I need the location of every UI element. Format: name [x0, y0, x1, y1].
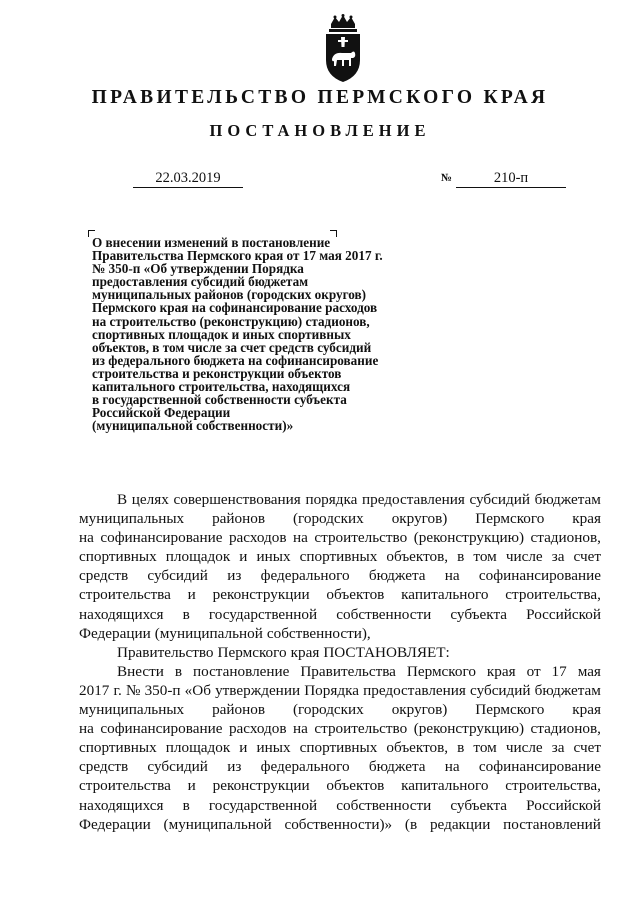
- body-word: Пермского: [217, 643, 287, 661]
- body-word: бюджетам: [534, 681, 601, 699]
- body-word: строительства: [79, 586, 171, 604]
- body-word: федерального: [260, 758, 350, 776]
- body-word: собственности: [336, 605, 432, 623]
- body-word: собственности: [336, 796, 432, 814]
- body-line: [79, 700, 601, 719]
- body-word: объектов: [326, 586, 385, 604]
- body-word: Правительства: [300, 662, 396, 680]
- body-word: том: [473, 548, 497, 566]
- body-word: округов): [391, 510, 448, 528]
- body-word: собственности)»: [284, 815, 393, 833]
- subject-line: строительства и реконструкции объектов: [92, 365, 342, 381]
- body-line: [79, 662, 601, 681]
- body-word: средств: [79, 567, 129, 585]
- body-line: [79, 719, 601, 738]
- body-word: расходов: [228, 720, 287, 738]
- body-word: счет: [573, 548, 601, 566]
- body-word: на: [293, 529, 308, 547]
- body-word: объектов,: [386, 548, 449, 566]
- body-word: (муниципальной: [154, 624, 263, 642]
- body-word: объектов: [326, 777, 385, 795]
- subject-line: в государственной собственности субъекта: [92, 392, 347, 408]
- body-line: [79, 566, 601, 585]
- body-line: [79, 605, 601, 624]
- subject-line: О внесении изменений в постановление: [92, 235, 331, 250]
- subject-line: капитального строительства, находящихся: [92, 379, 351, 395]
- body-word: от: [526, 662, 541, 680]
- body-word: числе: [505, 739, 543, 757]
- body-word: районов: [212, 510, 266, 528]
- subject-line: на строительство (реконструкцию) стадионов,: [92, 313, 370, 329]
- body-word: субсидий: [470, 681, 531, 699]
- body-word: счет: [573, 739, 601, 757]
- body-word: бюджета: [368, 758, 426, 776]
- body-word: объектов,: [386, 739, 449, 757]
- organization-title: ПРАВИТЕЛЬСТВО ПЕРМСКОГО КРАЯ: [91, 87, 549, 108]
- body-word: капитального: [401, 586, 489, 604]
- body-word: на: [79, 529, 94, 547]
- body-line: [79, 643, 601, 662]
- body-word: утверждении: [215, 681, 301, 699]
- body-word: спортивных: [299, 548, 378, 566]
- body-line: [79, 681, 601, 700]
- body-word: на: [444, 567, 460, 585]
- body-word: площадок: [165, 739, 231, 757]
- body-word: края: [290, 643, 320, 661]
- body-word: на: [79, 720, 94, 738]
- body-word: площадок: [165, 548, 231, 566]
- body-word: на: [444, 758, 460, 776]
- body-word: субсидий: [147, 758, 208, 776]
- body-word: средств: [79, 758, 129, 776]
- subject-line: предоставления субсидий бюджетам: [92, 274, 309, 290]
- body-word: постановление: [192, 662, 290, 680]
- body-line: [79, 796, 601, 815]
- body-word: Пермского: [475, 701, 545, 719]
- body-word: находящихся: [79, 796, 164, 814]
- body-word: №: [125, 681, 141, 699]
- body-word: районов: [212, 701, 266, 719]
- body-word: на: [293, 720, 308, 738]
- subject-line: Пермского края на софинансирование расходов: [92, 300, 378, 316]
- body-word: строительства,: [505, 586, 601, 604]
- body-word: федерального: [260, 567, 350, 585]
- body-word: (городских: [292, 701, 364, 719]
- body-word: Правительство: [117, 643, 214, 661]
- body-word: редакции: [429, 815, 491, 833]
- body-word: капитального: [401, 777, 489, 795]
- body-word: муниципальных: [79, 701, 185, 719]
- document-subject: [92, 236, 472, 432]
- body-word: совершенствования: [173, 491, 301, 508]
- body-word: Пермского: [475, 510, 545, 528]
- body-word: спортивных: [79, 739, 157, 757]
- body-word: строительство: [314, 529, 408, 547]
- body-word: и: [239, 548, 248, 566]
- body-word: Российской: [526, 796, 601, 814]
- body-word: софинансирование: [100, 529, 223, 547]
- body-word: строительства: [79, 777, 171, 795]
- subject-line: Российской Федерации: [92, 405, 231, 421]
- body-line: [79, 776, 601, 795]
- body-word: стадионов,: [530, 529, 601, 547]
- body-word: и: [187, 777, 196, 795]
- subject-line: муниципальных районов (городских округов): [92, 287, 367, 303]
- body-word: Порядка: [304, 681, 359, 699]
- body-word: предоставления: [362, 491, 465, 508]
- body-word: округов): [391, 701, 448, 719]
- body-word: софинансирование: [478, 567, 601, 585]
- body-word: находящихся: [79, 605, 164, 623]
- body-word: субъекта: [450, 796, 508, 814]
- body-word: порядка: [305, 491, 358, 508]
- body-line: [79, 757, 601, 776]
- number-sign: №: [441, 172, 453, 184]
- body-word: постановлений: [503, 815, 601, 833]
- body-word: ПОСТАНОВЛЯЕТ:: [323, 643, 450, 661]
- body-line: [79, 585, 601, 604]
- document-date: 22.03.2019: [133, 170, 243, 188]
- body-word: в: [182, 796, 190, 814]
- body-word: предоставления: [363, 681, 466, 699]
- body-word: реконструкции: [212, 586, 310, 604]
- body-line: [79, 490, 601, 509]
- body-line: [79, 815, 601, 834]
- body-word: государственной: [208, 796, 318, 814]
- subject-line: № 350-п «Об утверждении Порядка: [92, 261, 304, 277]
- body-word: за: [551, 739, 565, 757]
- body-word: в: [174, 662, 183, 680]
- body-word: строительства,: [505, 777, 601, 795]
- body-word: из: [227, 758, 242, 776]
- body-word: В: [117, 491, 128, 508]
- body-word: г.: [113, 681, 122, 699]
- body-word: Федерации: [79, 815, 151, 833]
- body-word: в: [182, 605, 190, 623]
- body-word: из: [227, 567, 242, 585]
- body-word: субсидий: [147, 567, 208, 585]
- body-word: (городских: [292, 510, 364, 528]
- subject-line: спортивных площадок и иных спортивных: [92, 326, 351, 342]
- body-word: 350-п: [144, 681, 181, 699]
- body-word: (в: [404, 815, 418, 833]
- body-word: за: [551, 548, 565, 566]
- body-word: субсидий: [469, 491, 531, 508]
- body-word: иных: [256, 739, 291, 757]
- body-word: бюджетам: [534, 491, 601, 508]
- body-word: собственности),: [266, 624, 371, 642]
- body-line: [79, 528, 601, 547]
- body-word: Пермского: [406, 662, 476, 680]
- body-word: расходов: [228, 529, 287, 547]
- body-word: стадионов,: [530, 720, 601, 738]
- body-word: том: [473, 739, 497, 757]
- body-word: субъекта: [450, 605, 508, 623]
- body-word: целях: [131, 491, 169, 508]
- body-word: и: [187, 586, 196, 604]
- subject-line: из федерального бюджета на софинансирование: [92, 352, 379, 368]
- body-word: иных: [256, 548, 291, 566]
- body-word: Российской: [526, 605, 601, 623]
- body-line: [79, 509, 601, 528]
- body-word: «Об: [184, 681, 211, 699]
- body-word: 2017: [79, 681, 110, 699]
- body-word: строительство: [314, 720, 408, 738]
- body-word: бюджета: [368, 567, 426, 585]
- subject-line: Правительства Пермского края от 17 мая 2017 г.: [92, 248, 383, 264]
- body-word: спортивных: [299, 739, 378, 757]
- subject-line: (муниципальной собственности)»: [92, 418, 294, 434]
- body-word: Внести: [117, 662, 164, 680]
- body-word: спортивных: [79, 548, 157, 566]
- body-word: и: [239, 739, 248, 757]
- body-word: 17: [551, 662, 567, 680]
- document-number: 210-п: [456, 170, 566, 188]
- body-word: софинансирование: [478, 758, 601, 776]
- body-line: [79, 624, 601, 643]
- body-word: края: [486, 662, 516, 680]
- body-word: (реконструкцию): [413, 529, 524, 547]
- body-word: в: [457, 548, 465, 566]
- body-line: [79, 547, 601, 566]
- perm-krai-emblem-icon: [320, 14, 366, 84]
- body-word: государственной: [208, 605, 318, 623]
- body-word: края: [572, 510, 601, 528]
- body-word: в: [457, 739, 465, 757]
- body-line: [79, 738, 601, 757]
- body-word: муниципальных: [79, 510, 185, 528]
- subject-line: объектов, в том числе за счет средств субсидий: [92, 339, 372, 355]
- body-word: реконструкции: [212, 777, 310, 795]
- body-word: софинансирование: [100, 720, 223, 738]
- document-body: [79, 490, 601, 834]
- body-word: (реконструкцию): [413, 720, 524, 738]
- body-word: мая: [577, 662, 601, 680]
- body-word: (муниципальной: [163, 815, 272, 833]
- body-word: края: [572, 701, 601, 719]
- document-type: ПОСТАНОВЛЕНИЕ: [209, 121, 431, 140]
- body-word: Федерации: [79, 624, 151, 642]
- body-word: числе: [505, 548, 543, 566]
